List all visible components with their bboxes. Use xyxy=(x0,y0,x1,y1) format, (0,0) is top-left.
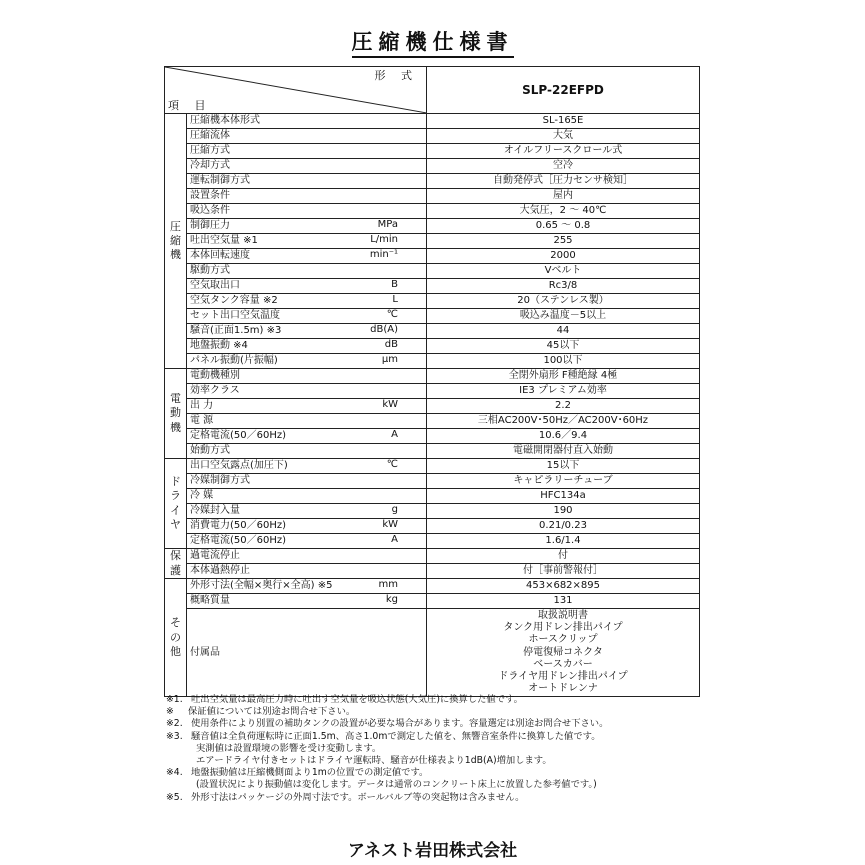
spec-value: 2000 xyxy=(427,249,700,264)
spec-unit: kW xyxy=(382,519,398,530)
spec-item xyxy=(187,504,427,519)
note-text: 使用条件により別置の補助タンクの設置が必要な場合があります。容量選定は別途お問合せ下さい。 xyxy=(190,718,609,730)
spec-item-label: 本体過熱停止 xyxy=(190,565,250,576)
note-line xyxy=(166,767,706,779)
spec-item xyxy=(187,234,427,249)
motor-row xyxy=(165,399,700,414)
spec-unit: dB xyxy=(384,339,398,350)
spec-value: 三相AC200V･50Hz／AC200V･60Hz xyxy=(427,414,700,429)
note-line xyxy=(166,706,706,718)
spec-item xyxy=(187,339,427,354)
spec-unit: ℃ xyxy=(386,309,398,320)
spec-item xyxy=(187,309,427,324)
spec-value: 10.6／9.4 xyxy=(427,429,700,444)
spec-item-label: 電動機種別 xyxy=(190,370,240,381)
group-label-dryer xyxy=(165,459,187,549)
spec-unit: ℃ xyxy=(386,459,398,470)
group-label-text: その他 xyxy=(170,616,181,658)
spec-item xyxy=(187,579,427,594)
spec-item xyxy=(187,549,427,564)
spec-item-label: 定格電流(50／60Hz) xyxy=(190,430,287,441)
spec-value: HFC134a xyxy=(427,489,700,504)
compressor-row xyxy=(165,219,700,234)
accessories-list xyxy=(427,609,700,697)
spec-item xyxy=(187,249,427,264)
spec-value: 20（ステンレス製） xyxy=(427,294,700,309)
spec-item xyxy=(187,354,427,369)
spec-item-label: 設置条件 xyxy=(190,190,230,201)
spec-value: 大気 xyxy=(427,129,700,144)
compressor-row xyxy=(165,264,700,279)
spec-item xyxy=(187,474,427,489)
spec-value: 453×682×895 xyxy=(427,579,700,594)
spec-item-label: 外形寸法(全幅×奥行×全高) ※5 xyxy=(190,580,333,591)
note-line xyxy=(166,792,706,804)
spec-item-label: 騒音(正面1.5m) ※3 xyxy=(190,325,282,336)
spec-item-label: 効率クラス xyxy=(190,385,240,396)
note-mark: ※1. xyxy=(166,694,183,705)
spec-item xyxy=(187,174,427,189)
spec-value: SL-165E xyxy=(427,114,700,129)
spec-item xyxy=(187,264,427,279)
compressor-row xyxy=(165,114,700,129)
spec-item-label: 消費電力(50／60Hz) xyxy=(190,520,287,531)
spec-item xyxy=(187,114,427,129)
compressor-row xyxy=(165,159,700,174)
compressor-row xyxy=(165,324,700,339)
spec-value: 吸込み温度－5以上 xyxy=(427,309,700,324)
accessory-item: タンク用ドレン排出パイプ xyxy=(503,622,623,634)
note-line xyxy=(166,694,706,706)
motor-row xyxy=(165,369,700,384)
note-mark: ※ xyxy=(166,706,174,718)
group-label-text: 電動機 xyxy=(170,392,181,434)
spec-value: IE3 プレミアム効率 xyxy=(427,384,700,399)
spec-item xyxy=(187,159,427,174)
spec-item xyxy=(187,369,427,384)
spec-value: 自動発停式［圧力センサ検知］ xyxy=(427,174,700,189)
spec-item-label: 運転制御方式 xyxy=(190,175,250,186)
dryer-row xyxy=(165,504,700,519)
spec-item-label: 制御圧力 xyxy=(190,220,230,231)
other-row xyxy=(165,579,700,594)
spec-item xyxy=(187,459,427,474)
compressor-row xyxy=(165,234,700,249)
group-label-compressor xyxy=(165,114,187,369)
spec-item xyxy=(187,489,427,504)
spec-item-label: 冷媒制御方式 xyxy=(190,475,250,486)
dryer-row xyxy=(165,474,700,489)
spec-value: 45以下 xyxy=(427,339,700,354)
spec-unit: A xyxy=(391,429,398,440)
note-mark: ※5. xyxy=(166,791,183,803)
compressor-row xyxy=(165,309,700,324)
spec-item xyxy=(187,594,427,609)
spec-value: 190 xyxy=(427,504,700,519)
protection-row xyxy=(165,549,700,564)
accessories-label: 付属品 xyxy=(187,609,427,697)
note-text: (設置状況により振動値は変化します。データは通常のコンクリート床上に放置した参考値です。) xyxy=(196,779,597,791)
note-text: 保証値については別途お問合せ下さい。 xyxy=(188,706,356,718)
protection-row xyxy=(165,564,700,579)
spec-unit: B xyxy=(391,279,398,290)
compressor-row xyxy=(165,294,700,309)
compressor-row xyxy=(165,129,700,144)
dryer-row xyxy=(165,519,700,534)
spec-unit: min⁻¹ xyxy=(369,249,398,260)
note-mark: ※4. xyxy=(166,767,183,779)
compressor-row xyxy=(165,144,700,159)
note-text: エアードライヤ付きセットはドライヤ運転時、騒音が仕様表より1dB(A)増加します。 xyxy=(196,755,552,767)
note-text: 外形寸法はパッケージの外周寸法です。ボールバルブ等の突起物は含みません。 xyxy=(190,791,525,803)
other-row xyxy=(165,594,700,609)
spec-table xyxy=(164,66,700,697)
spec-item-label: 吸込条件 xyxy=(190,205,230,216)
note-line xyxy=(166,755,706,767)
compressor-row xyxy=(165,189,700,204)
group-label-other xyxy=(165,579,187,697)
group-label-text: ドライヤ xyxy=(170,474,181,531)
note-mark: ※2. xyxy=(166,718,183,730)
compressor-row xyxy=(165,249,700,264)
spec-item xyxy=(187,129,427,144)
spec-value: 1.6/1.4 xyxy=(427,534,700,549)
accessory-item: ドライヤ用ドレン排出パイプ xyxy=(498,671,628,683)
spec-unit: μm xyxy=(381,354,398,365)
motor-row xyxy=(165,414,700,429)
spec-item-label: 駆動方式 xyxy=(190,265,230,276)
accessory-item: ホースクリップ xyxy=(528,634,598,646)
spec-item xyxy=(187,384,427,399)
note-line xyxy=(166,743,706,755)
spec-item-label: 出口空気露点(加圧下) xyxy=(190,460,288,471)
spec-item-label: 地盤振動 ※4 xyxy=(190,340,248,351)
accessory-item: オートドレンナ xyxy=(528,683,598,695)
spec-value: 大気圧，2 ～ 40℃ xyxy=(427,204,700,219)
spec-item-label: パネル振動(片振幅) xyxy=(190,355,278,366)
spec-unit: A xyxy=(391,534,398,545)
accessory-item: 取扱説明書 xyxy=(538,610,588,621)
spec-value: Vベルト xyxy=(427,264,700,279)
document-title: 圧縮機仕様書 xyxy=(0,26,865,56)
spec-item-label: 空気取出口 xyxy=(190,280,240,291)
spec-value: 電磁開閉器付直入始動 xyxy=(427,444,700,459)
header-koumoku: 項 目 xyxy=(168,99,212,112)
spec-item xyxy=(187,429,427,444)
spec-unit: dB(A) xyxy=(370,324,398,335)
note-text: 実測値は設置環境の影響を受け変動します。 xyxy=(196,742,382,754)
compressor-row xyxy=(165,174,700,189)
note-text: 地盤振動値は圧縮機側面より1mの位置での測定値です。 xyxy=(190,767,429,779)
spec-item xyxy=(187,204,427,219)
dryer-row xyxy=(165,459,700,474)
spec-unit: kg xyxy=(385,594,398,605)
accessories-row xyxy=(165,609,700,697)
spec-value: 0.65 ～ 0.8 xyxy=(427,219,700,234)
compressor-row xyxy=(165,279,700,294)
dryer-row xyxy=(165,489,700,504)
note-text: 吐出空気量は最高圧力時に吐出す空気量を吸込状態(大気圧)に換算した値です。 xyxy=(190,694,523,705)
spec-item xyxy=(187,414,427,429)
spec-item-label: 冷媒封入量 xyxy=(190,505,240,516)
compressor-row xyxy=(165,339,700,354)
spec-item xyxy=(187,399,427,414)
motor-row xyxy=(165,429,700,444)
model-name: SLP-22EFPD xyxy=(427,67,700,114)
spec-item-label: 過電流停止 xyxy=(190,550,240,561)
note-line xyxy=(166,718,706,730)
compressor-row xyxy=(165,354,700,369)
spec-item-label: 空気タンク容量 ※2 xyxy=(190,295,278,306)
note-text: 騒音値は全負荷運転時に正面1.5m、高さ1.0mで測定した値を、無響音室条件に換算した値です。 xyxy=(190,730,601,742)
spec-value: 全閉外扇形 F種絶縁 4極 xyxy=(427,369,700,384)
spec-item xyxy=(187,144,427,159)
group-label-protection xyxy=(165,549,187,579)
header-katashiki: 形 式 xyxy=(374,69,418,82)
spec-value: 15以下 xyxy=(427,459,700,474)
spec-unit: L xyxy=(392,294,398,305)
spec-item-label: 概略質量 xyxy=(190,595,230,606)
header-row xyxy=(165,67,700,114)
accessory-item: ベースカバー xyxy=(533,658,593,670)
spec-item-label: 冷 媒 xyxy=(190,490,214,501)
spec-item xyxy=(187,444,427,459)
spec-item xyxy=(187,564,427,579)
spec-item xyxy=(187,534,427,549)
spec-item-label: 圧縮機本体形式 xyxy=(190,115,260,126)
spec-unit: L/min xyxy=(370,234,398,245)
note-mark: ※3. xyxy=(166,730,183,742)
spec-value: 付 xyxy=(427,549,700,564)
motor-row xyxy=(165,444,700,459)
note-line xyxy=(166,779,706,791)
spec-value: オイルフリースクロール式 xyxy=(427,144,700,159)
spec-unit: g xyxy=(391,504,398,515)
spec-value: 付［事前警報付］ xyxy=(427,564,700,579)
spec-item-label: 電 源 xyxy=(190,415,214,426)
spec-value: 255 xyxy=(427,234,700,249)
spec-item-label: 圧縮方式 xyxy=(190,145,230,156)
company-name: アネスト岩田株式会社 xyxy=(347,841,518,861)
motor-row xyxy=(165,384,700,399)
spec-value: Rc3/8 xyxy=(427,279,700,294)
group-label-text: 保護 xyxy=(170,549,181,577)
spec-item-label: 本体回転速度 xyxy=(190,250,250,261)
spec-item-label: 冷却方式 xyxy=(190,160,230,171)
spec-item xyxy=(187,219,427,234)
spec-item-label: 吐出空気量 ※1 xyxy=(190,235,258,246)
spec-item-label: 始動方式 xyxy=(190,445,230,456)
spec-item-label: 出 力 xyxy=(190,400,214,411)
group-label-text: 圧縮機 xyxy=(170,219,181,262)
spec-item xyxy=(187,324,427,339)
spec-value: 屋内 xyxy=(427,189,700,204)
spec-value: 44 xyxy=(427,324,700,339)
spec-value: 131 xyxy=(427,594,700,609)
spec-value: 2.2 xyxy=(427,399,700,414)
spec-unit: MPa xyxy=(377,219,398,230)
spec-value: 100以下 xyxy=(427,354,700,369)
spec-item-label: 圧縮流体 xyxy=(190,130,230,141)
note-line xyxy=(166,731,706,743)
spec-item xyxy=(187,519,427,534)
compressor-row xyxy=(165,204,700,219)
spec-item xyxy=(187,189,427,204)
spec-value: キャピラリーチューブ xyxy=(427,474,700,489)
group-label-motor xyxy=(165,369,187,459)
notes xyxy=(166,694,706,804)
spec-value: 0.21/0.23 xyxy=(427,519,700,534)
spec-item xyxy=(187,279,427,294)
spec-unit: mm xyxy=(378,579,398,590)
spec-value: 空冷 xyxy=(427,159,700,174)
accessory-item: 停電復帰コネクタ xyxy=(523,646,603,658)
header-diagonal-cell xyxy=(165,67,427,114)
dryer-row xyxy=(165,534,700,549)
spec-item xyxy=(187,294,427,309)
spec-item-label: 定格電流(50／60Hz) xyxy=(190,535,287,546)
spec-unit: kW xyxy=(382,399,398,410)
spec-item-label: セット出口空気温度 xyxy=(190,310,280,321)
